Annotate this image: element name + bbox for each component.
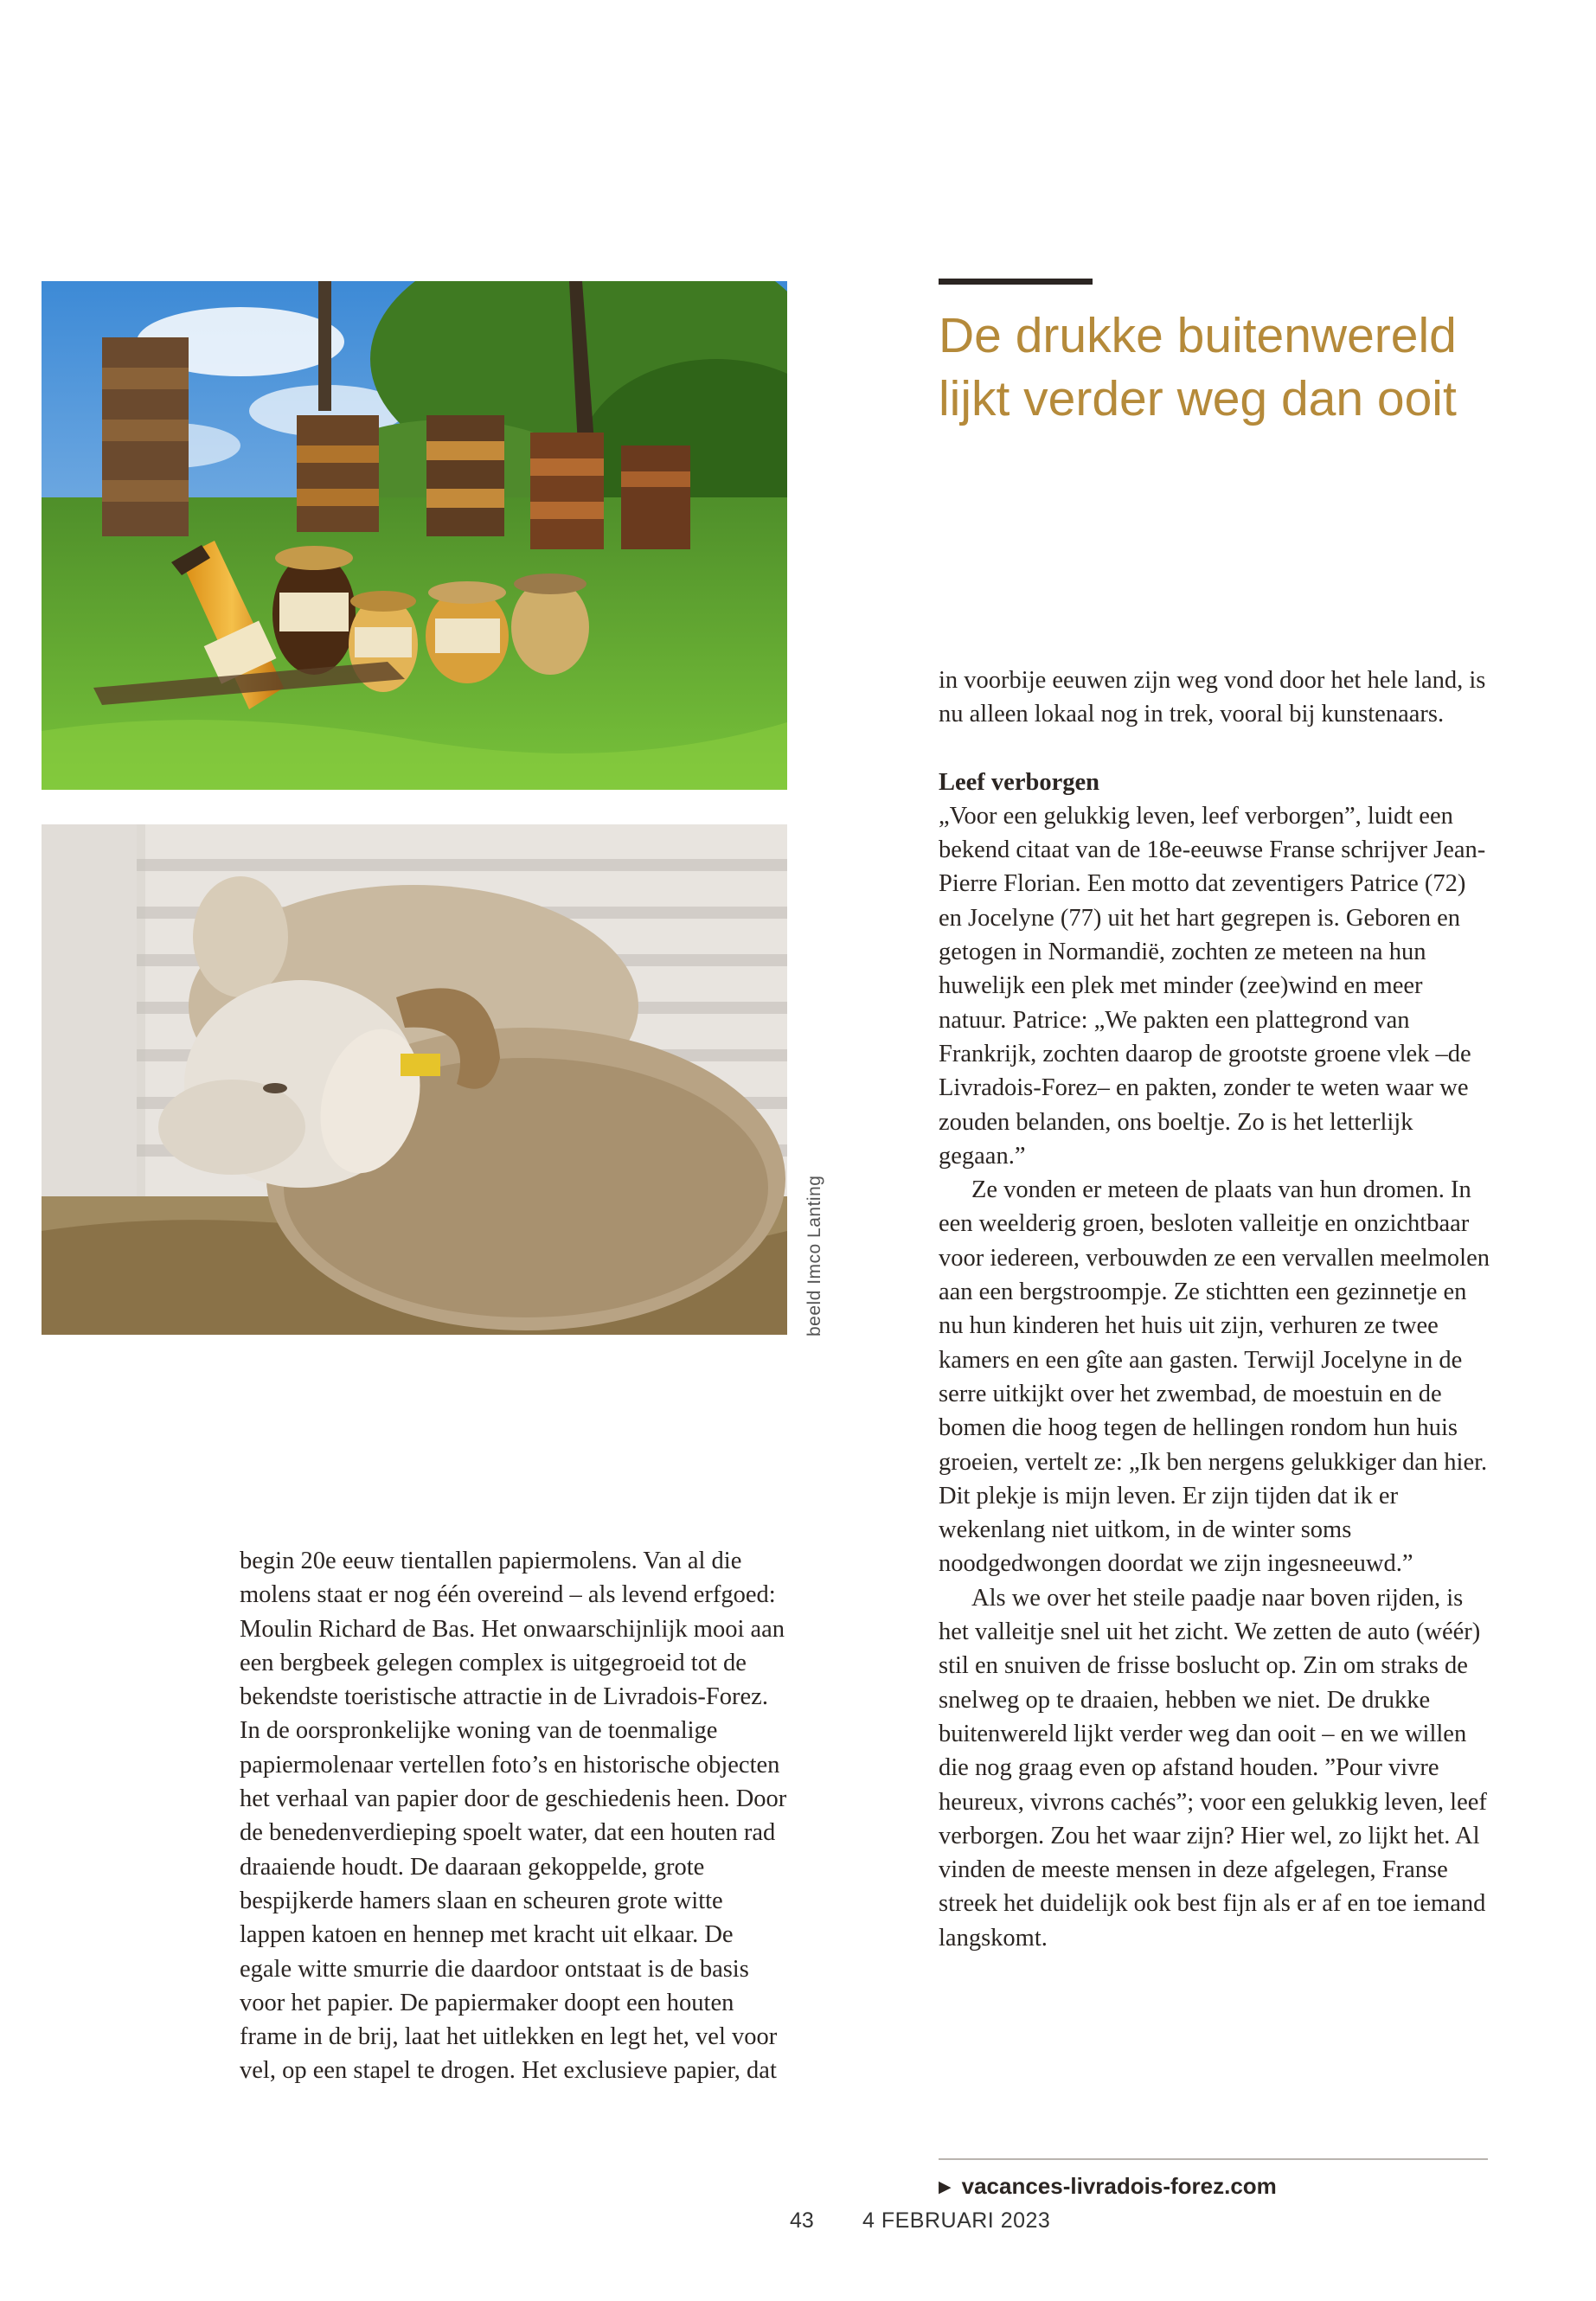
paragraph-gap xyxy=(939,732,1492,766)
goat-photo xyxy=(42,824,787,1335)
website-link-text[interactable]: vacances-livradois-forez.com xyxy=(961,2173,1277,2199)
headline: De drukke buitenwereld lijkt verder weg dan ooit xyxy=(939,308,1457,426)
beehives-honey-photo xyxy=(42,281,787,790)
right-column xyxy=(939,663,1492,1955)
body-paragraph-1: „Voor een gelukkig leven, leef verborgen”, luidt een bekend citaat van de 18e-eeuwse Franse schrijver Jean-Pierre Florian. Een motto dat zeventigers Patrice (72) en Jocelyne (77) uit het hart gegrepen is. Geboren en getogen in Normandië, zochten ze meteen na hun huwelijk een plek met minder (zee)wind en meer natuur. Patrice: „We pakten een plattegrond van Frankrijk, zochten daarop de grootste groene vlek –de Livradois-Forez– en pakten, zonder te weten waar we zouden belanden, ons boeltje. Zo is het letterlijk gegaan.” xyxy=(939,802,1486,1170)
play-triangle-icon: ▶ xyxy=(939,2178,952,2196)
page-number: 43 xyxy=(790,2208,814,2233)
website-link[interactable] xyxy=(939,2173,1277,2200)
issue-date: 4 FEBRUARI 2023 xyxy=(862,2208,1051,2233)
headline-rule xyxy=(939,279,1093,285)
link-divider xyxy=(939,2158,1488,2160)
body-paragraph-2: Ze vonden er meteen de plaats van hun dromen. In een weelderig groen, besloten valleitje en onzichtbaar voor iedereen, verbouwden ze een vervallen meelmolen aan een bergstroompje. Ze stichtten een gezinnetje en nu hun kinderen het huis uit zijn, verhuren ze twee kamers en een gîte aan gasten. Terwijl Jocelyne in de serre uitkijkt over het zwembad, de moestuin en de bomen die hoog tegen de hellingen rondom hun huis groeien, vertelt ze: „Ik ben nergens gelukkiger dan hier. Dit plekje is mijn leven. Er zijn tijden dat ik er wekenlang niet uitkom, in de winter soms noodgedwongen doordat we zijn ingesneeuwd.” xyxy=(939,1176,1490,1578)
photo-credit: beeld Imco Lanting xyxy=(804,1175,824,1336)
intro-paragraph: in voorbije eeuwen zijn weg vond door het hele land, is nu alleen lokaal nog in trek, vooral bij kunstenaars. xyxy=(939,667,1486,728)
left-column xyxy=(240,1544,789,2088)
subheading: Leef verborgen xyxy=(939,768,1099,796)
body-paragraph-3: Als we over het steile paadje naar boven rijden, is het valleitje snel uit het zicht. We zetten de auto (wéér) stil en snuiven de frisse boslucht op. Zin om straks de snelweg op te draaien, hebben we niet. De drukke buitenwereld lijkt verder weg dan ooit – en we willen die nog graag even op afstand houden. ”Pour vivre heureux, vivrons cachés”; voor een gelukkig leven, leef verborgen. Zou het waar zijn? Hier wel, zo lijkt het. Al vinden de meeste mensen in deze afgelegen, Franse streek het duidelijk ook best fijn als er af en toe iemand langskomt. xyxy=(939,1584,1487,1952)
left-column-text: begin 20e eeuw tientallen papiermolens. Van al die molens staat er nog één overeind – als levend erfgoed: Moulin Richard de Bas. Het onwaarschijnlijk mooi aan een bergbeek gelegen complex is uitgegroeid tot de bekendste toeristische attractie in de Livradois-Forez. In de oorspronkelijke woning van de toenmalige papiermolenaar vertellen foto’s en historische objecten het verhaal van papier door de geschiedenis heen. Door de benedenverdieping spoelt water, dat een houten rad draaiende houdt. De daaraan gekoppelde, grote bespijkerde hamers slaan en scheuren grote witte lappen katoen en hennep met kracht uit elkaar. De egale witte smurrie die daardoor ontstaat is de basis voor het papier. De papiermaker doopt een houten frame in de brij, laat het uitlekken en legt het, vel voor vel, op een stapel te drogen. Het exclusieve papier, dat xyxy=(240,1548,787,2085)
